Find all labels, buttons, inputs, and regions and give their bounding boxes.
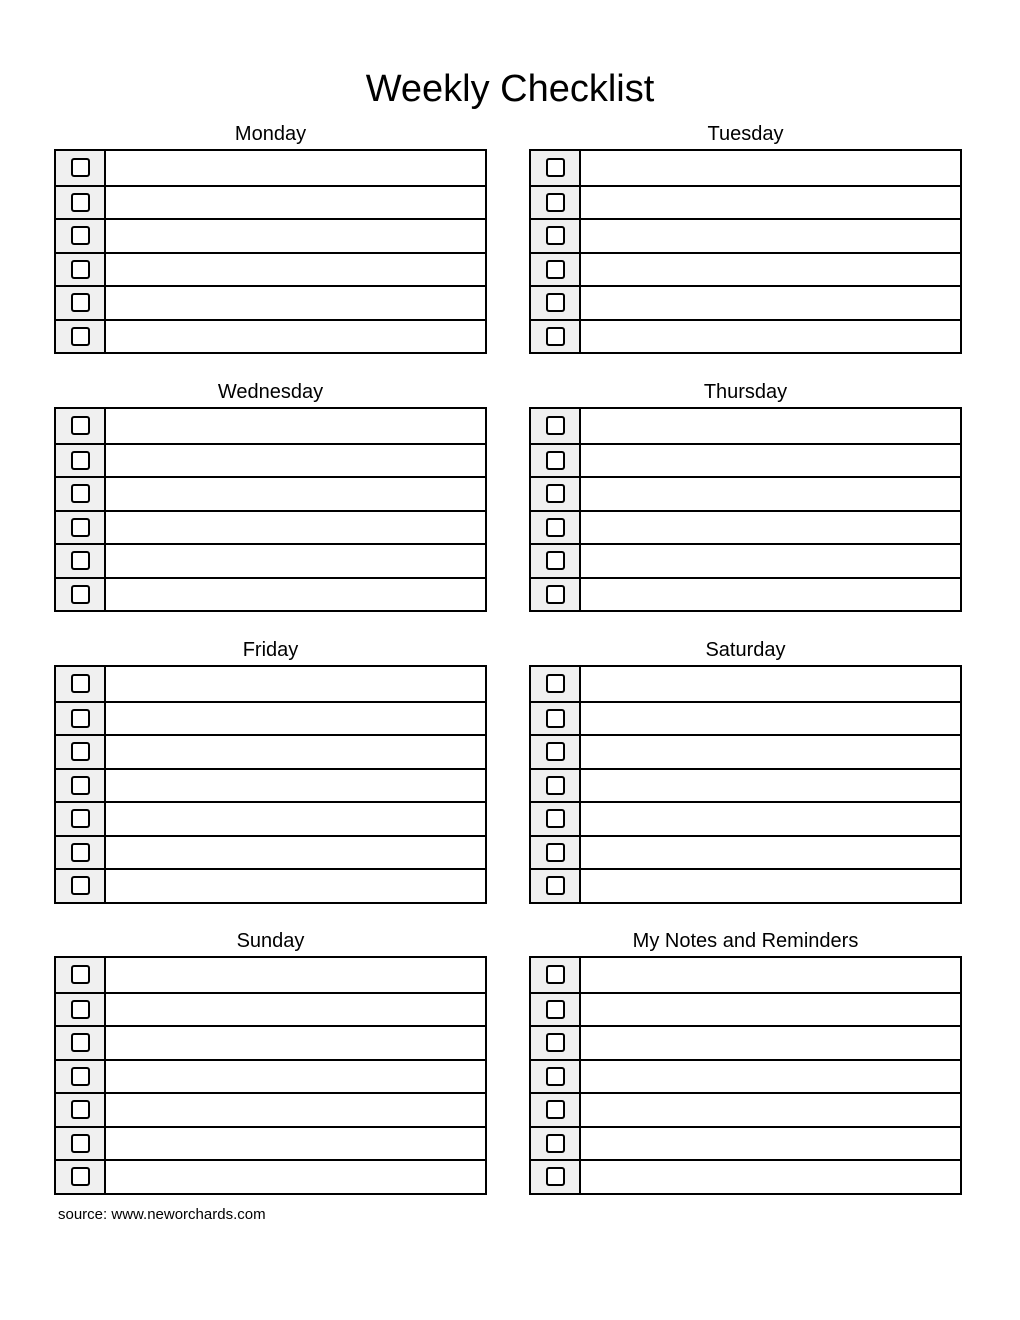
checkbox-cell[interactable] xyxy=(56,1027,106,1059)
checkbox[interactable] xyxy=(71,327,90,346)
checkbox-cell[interactable] xyxy=(56,445,106,477)
checkbox-cell[interactable] xyxy=(56,958,106,992)
checkbox[interactable] xyxy=(546,293,565,312)
task-line[interactable] xyxy=(581,958,960,992)
checkbox[interactable] xyxy=(546,876,565,895)
checklist-row xyxy=(531,801,960,835)
checklist-row xyxy=(56,667,485,701)
task-line[interactable] xyxy=(106,958,485,992)
checkbox[interactable] xyxy=(546,1167,565,1186)
checklist-row xyxy=(531,252,960,286)
checkbox[interactable] xyxy=(71,965,90,984)
checklist-box xyxy=(529,956,962,1195)
checkbox-cell[interactable] xyxy=(56,579,106,611)
checkbox[interactable] xyxy=(71,484,90,503)
checkbox-cell[interactable] xyxy=(531,545,581,577)
checkbox[interactable] xyxy=(71,451,90,470)
checklist-box xyxy=(529,665,962,904)
task-line[interactable] xyxy=(106,703,485,735)
task-line[interactable] xyxy=(581,994,960,1026)
checklist-row xyxy=(56,252,485,286)
checklist-row xyxy=(531,443,960,477)
checklist-row xyxy=(531,1159,960,1193)
checkbox-cell[interactable] xyxy=(531,994,581,1026)
checklist-row xyxy=(56,958,485,992)
checkbox[interactable] xyxy=(71,1067,90,1086)
checkbox-cell[interactable] xyxy=(531,958,581,992)
checklist-box xyxy=(529,149,962,354)
checklist-row xyxy=(531,958,960,992)
checklist-row xyxy=(531,510,960,544)
task-line[interactable] xyxy=(581,703,960,735)
checkbox[interactable] xyxy=(71,742,90,761)
checkbox-cell[interactable] xyxy=(531,478,581,510)
checkbox[interactable] xyxy=(71,260,90,279)
checkbox[interactable] xyxy=(71,674,90,693)
checklist-row xyxy=(56,835,485,869)
task-line[interactable] xyxy=(106,445,485,477)
checkbox-cell[interactable] xyxy=(531,1161,581,1193)
checklist-row xyxy=(531,151,960,185)
checkbox[interactable] xyxy=(71,158,90,177)
checkbox-cell[interactable] xyxy=(56,151,106,185)
checkbox-cell[interactable] xyxy=(531,187,581,219)
task-line[interactable] xyxy=(581,1161,960,1193)
checkbox[interactable] xyxy=(71,518,90,537)
checkbox-cell[interactable] xyxy=(531,445,581,477)
task-line[interactable] xyxy=(106,1061,485,1093)
task-line[interactable] xyxy=(581,151,960,185)
checkbox[interactable] xyxy=(546,585,565,604)
task-line[interactable] xyxy=(106,545,485,577)
checkbox[interactable] xyxy=(71,1134,90,1153)
checkbox-cell[interactable] xyxy=(531,287,581,319)
task-line[interactable] xyxy=(581,870,960,902)
checkbox[interactable] xyxy=(546,451,565,470)
checkbox[interactable] xyxy=(546,226,565,245)
task-line[interactable] xyxy=(106,1161,485,1193)
checklist-row xyxy=(531,1126,960,1160)
checkbox[interactable] xyxy=(546,776,565,795)
checkbox[interactable] xyxy=(71,551,90,570)
checklist-row xyxy=(531,218,960,252)
checkbox[interactable] xyxy=(71,416,90,435)
task-line[interactable] xyxy=(581,321,960,353)
task-line[interactable] xyxy=(581,770,960,802)
checklist-box xyxy=(54,956,487,1195)
checkbox-cell[interactable] xyxy=(531,803,581,835)
checkbox[interactable] xyxy=(71,709,90,728)
checkbox[interactable] xyxy=(546,1033,565,1052)
task-line[interactable] xyxy=(106,409,485,443)
checkbox-cell[interactable] xyxy=(56,545,106,577)
task-line[interactable] xyxy=(581,409,960,443)
checklist-row xyxy=(531,577,960,611)
checkbox-cell[interactable] xyxy=(531,220,581,252)
checklist-row xyxy=(56,768,485,802)
source-footer: source: www.neworchards.com xyxy=(58,1206,266,1223)
checklist-row xyxy=(531,476,960,510)
checkbox-cell[interactable] xyxy=(56,220,106,252)
section-title: Thursday xyxy=(703,381,788,403)
checkbox[interactable] xyxy=(546,551,565,570)
checkbox-cell[interactable] xyxy=(56,409,106,443)
task-line[interactable] xyxy=(581,254,960,286)
checklist-row xyxy=(56,319,485,353)
checklist-row xyxy=(531,319,960,353)
checkbox-cell[interactable] xyxy=(531,770,581,802)
checklist-row xyxy=(531,768,960,802)
task-line[interactable] xyxy=(106,151,485,185)
checkbox-cell[interactable] xyxy=(56,187,106,219)
checkbox[interactable] xyxy=(71,876,90,895)
task-line[interactable] xyxy=(106,1027,485,1059)
task-line[interactable] xyxy=(581,220,960,252)
checklist-row xyxy=(56,285,485,319)
checklist-row xyxy=(531,1025,960,1059)
checkbox-cell[interactable] xyxy=(531,837,581,869)
checkbox-cell[interactable] xyxy=(56,287,106,319)
checklist-box xyxy=(529,407,962,612)
section-title: Sunday xyxy=(236,930,305,952)
checklist-row xyxy=(56,1159,485,1193)
task-line[interactable] xyxy=(581,667,960,701)
checkbox-cell[interactable] xyxy=(56,994,106,1026)
checklist-row xyxy=(56,734,485,768)
checkbox-cell[interactable] xyxy=(56,736,106,768)
checkbox-cell[interactable] xyxy=(56,1061,106,1093)
section-title: Tuesday xyxy=(707,123,784,145)
checkbox[interactable] xyxy=(546,1100,565,1119)
checkbox[interactable] xyxy=(546,1000,565,1019)
checklist-row xyxy=(56,868,485,902)
task-line[interactable] xyxy=(106,994,485,1026)
checklist-row xyxy=(56,992,485,1026)
checkbox-cell[interactable] xyxy=(56,254,106,286)
checkbox-cell[interactable] xyxy=(531,703,581,735)
section-title: Wednesday xyxy=(217,381,324,403)
checklist-row xyxy=(56,218,485,252)
checkbox[interactable] xyxy=(546,709,565,728)
task-line[interactable] xyxy=(581,1094,960,1126)
section-title: Monday xyxy=(234,123,307,145)
checklist-box xyxy=(54,665,487,904)
checkbox[interactable] xyxy=(546,809,565,828)
task-line[interactable] xyxy=(106,478,485,510)
section-title: Saturday xyxy=(705,639,786,661)
task-line[interactable] xyxy=(106,837,485,869)
checkbox[interactable] xyxy=(546,742,565,761)
checklist-row xyxy=(531,701,960,735)
task-line[interactable] xyxy=(581,579,960,611)
checkbox[interactable] xyxy=(71,193,90,212)
checkbox[interactable] xyxy=(546,158,565,177)
checklist-row xyxy=(531,734,960,768)
task-line[interactable] xyxy=(581,1027,960,1059)
checklist-row xyxy=(531,285,960,319)
task-line[interactable] xyxy=(106,736,485,768)
checkbox-cell[interactable] xyxy=(531,254,581,286)
checkbox-cell[interactable] xyxy=(531,579,581,611)
checklist-row xyxy=(531,1059,960,1093)
task-line[interactable] xyxy=(106,579,485,611)
checklist-row xyxy=(56,1059,485,1093)
task-line[interactable] xyxy=(106,1128,485,1160)
checklist-row xyxy=(531,1092,960,1126)
task-line[interactable] xyxy=(106,254,485,286)
checkbox-cell[interactable] xyxy=(56,1094,106,1126)
checkbox[interactable] xyxy=(546,484,565,503)
checkbox-cell[interactable] xyxy=(531,1061,581,1093)
task-line[interactable] xyxy=(106,220,485,252)
checkbox[interactable] xyxy=(71,776,90,795)
checkbox[interactable] xyxy=(546,843,565,862)
checkbox[interactable] xyxy=(546,674,565,693)
checkbox[interactable] xyxy=(546,965,565,984)
section-title: My Notes and Reminders xyxy=(632,930,859,952)
checkbox-cell[interactable] xyxy=(531,667,581,701)
task-line[interactable] xyxy=(581,1128,960,1160)
checklist-row xyxy=(56,701,485,735)
task-line[interactable] xyxy=(581,837,960,869)
checklist-row xyxy=(531,868,960,902)
task-line[interactable] xyxy=(106,512,485,544)
checkbox[interactable] xyxy=(71,585,90,604)
checkbox-cell[interactable] xyxy=(56,321,106,353)
page-title: Weekly Checklist xyxy=(365,68,655,110)
checkbox-cell[interactable] xyxy=(56,667,106,701)
checkbox-cell[interactable] xyxy=(56,770,106,802)
checkbox-cell[interactable] xyxy=(56,803,106,835)
checklist-row xyxy=(56,443,485,477)
task-line[interactable] xyxy=(106,287,485,319)
task-line[interactable] xyxy=(581,187,960,219)
checkbox[interactable] xyxy=(546,1134,565,1153)
task-line[interactable] xyxy=(581,803,960,835)
task-line[interactable] xyxy=(106,870,485,902)
task-line[interactable] xyxy=(106,770,485,802)
task-line[interactable] xyxy=(581,445,960,477)
task-line[interactable] xyxy=(581,512,960,544)
checkbox-cell[interactable] xyxy=(531,151,581,185)
checkbox[interactable] xyxy=(546,193,565,212)
checkbox-cell[interactable] xyxy=(56,478,106,510)
task-line[interactable] xyxy=(581,545,960,577)
checklist-row xyxy=(56,1126,485,1160)
checklist-row xyxy=(56,510,485,544)
checkbox[interactable] xyxy=(71,809,90,828)
checklist-row xyxy=(56,543,485,577)
checkbox[interactable] xyxy=(71,1033,90,1052)
section-title: Friday xyxy=(242,639,299,661)
checkbox-cell[interactable] xyxy=(531,1128,581,1160)
checkbox-cell[interactable] xyxy=(56,837,106,869)
checkbox-cell[interactable] xyxy=(531,409,581,443)
checklist-row xyxy=(56,1025,485,1059)
checkbox[interactable] xyxy=(546,260,565,279)
checklist-row xyxy=(531,667,960,701)
checkbox[interactable] xyxy=(71,293,90,312)
checklist-row xyxy=(56,1092,485,1126)
task-line[interactable] xyxy=(106,803,485,835)
task-line[interactable] xyxy=(581,287,960,319)
checkbox-cell[interactable] xyxy=(531,870,581,902)
checkbox[interactable] xyxy=(546,1067,565,1086)
checkbox-cell[interactable] xyxy=(531,1027,581,1059)
checkbox-cell[interactable] xyxy=(56,512,106,544)
checkbox[interactable] xyxy=(71,226,90,245)
checkbox-cell[interactable] xyxy=(56,1128,106,1160)
task-line[interactable] xyxy=(581,736,960,768)
checkbox-cell[interactable] xyxy=(56,1161,106,1193)
checklist-row xyxy=(56,476,485,510)
checklist-box xyxy=(54,407,487,612)
checkbox[interactable] xyxy=(71,1100,90,1119)
checklist-row xyxy=(531,992,960,1026)
checklist-row xyxy=(56,409,485,443)
checklist-row xyxy=(56,151,485,185)
checklist-row xyxy=(531,835,960,869)
task-line[interactable] xyxy=(581,478,960,510)
checklist-row xyxy=(531,409,960,443)
checkbox[interactable] xyxy=(71,843,90,862)
task-line[interactable] xyxy=(106,667,485,701)
task-line[interactable] xyxy=(106,187,485,219)
checklist-row xyxy=(56,577,485,611)
checklist-row xyxy=(56,185,485,219)
checkbox-cell[interactable] xyxy=(531,736,581,768)
checkbox-cell[interactable] xyxy=(56,703,106,735)
checklist-row xyxy=(531,185,960,219)
task-line[interactable] xyxy=(106,1094,485,1126)
checkbox-cell[interactable] xyxy=(531,321,581,353)
checkbox-cell[interactable] xyxy=(56,870,106,902)
checkbox-cell[interactable] xyxy=(531,1094,581,1126)
checkbox[interactable] xyxy=(546,327,565,346)
task-line[interactable] xyxy=(581,1061,960,1093)
checkbox[interactable] xyxy=(546,416,565,435)
checkbox[interactable] xyxy=(546,518,565,537)
checkbox[interactable] xyxy=(71,1000,90,1019)
checklist-row xyxy=(531,543,960,577)
task-line[interactable] xyxy=(106,321,485,353)
checkbox-cell[interactable] xyxy=(531,512,581,544)
checklist-box xyxy=(54,149,487,354)
checklist-row xyxy=(56,801,485,835)
checkbox[interactable] xyxy=(71,1167,90,1186)
